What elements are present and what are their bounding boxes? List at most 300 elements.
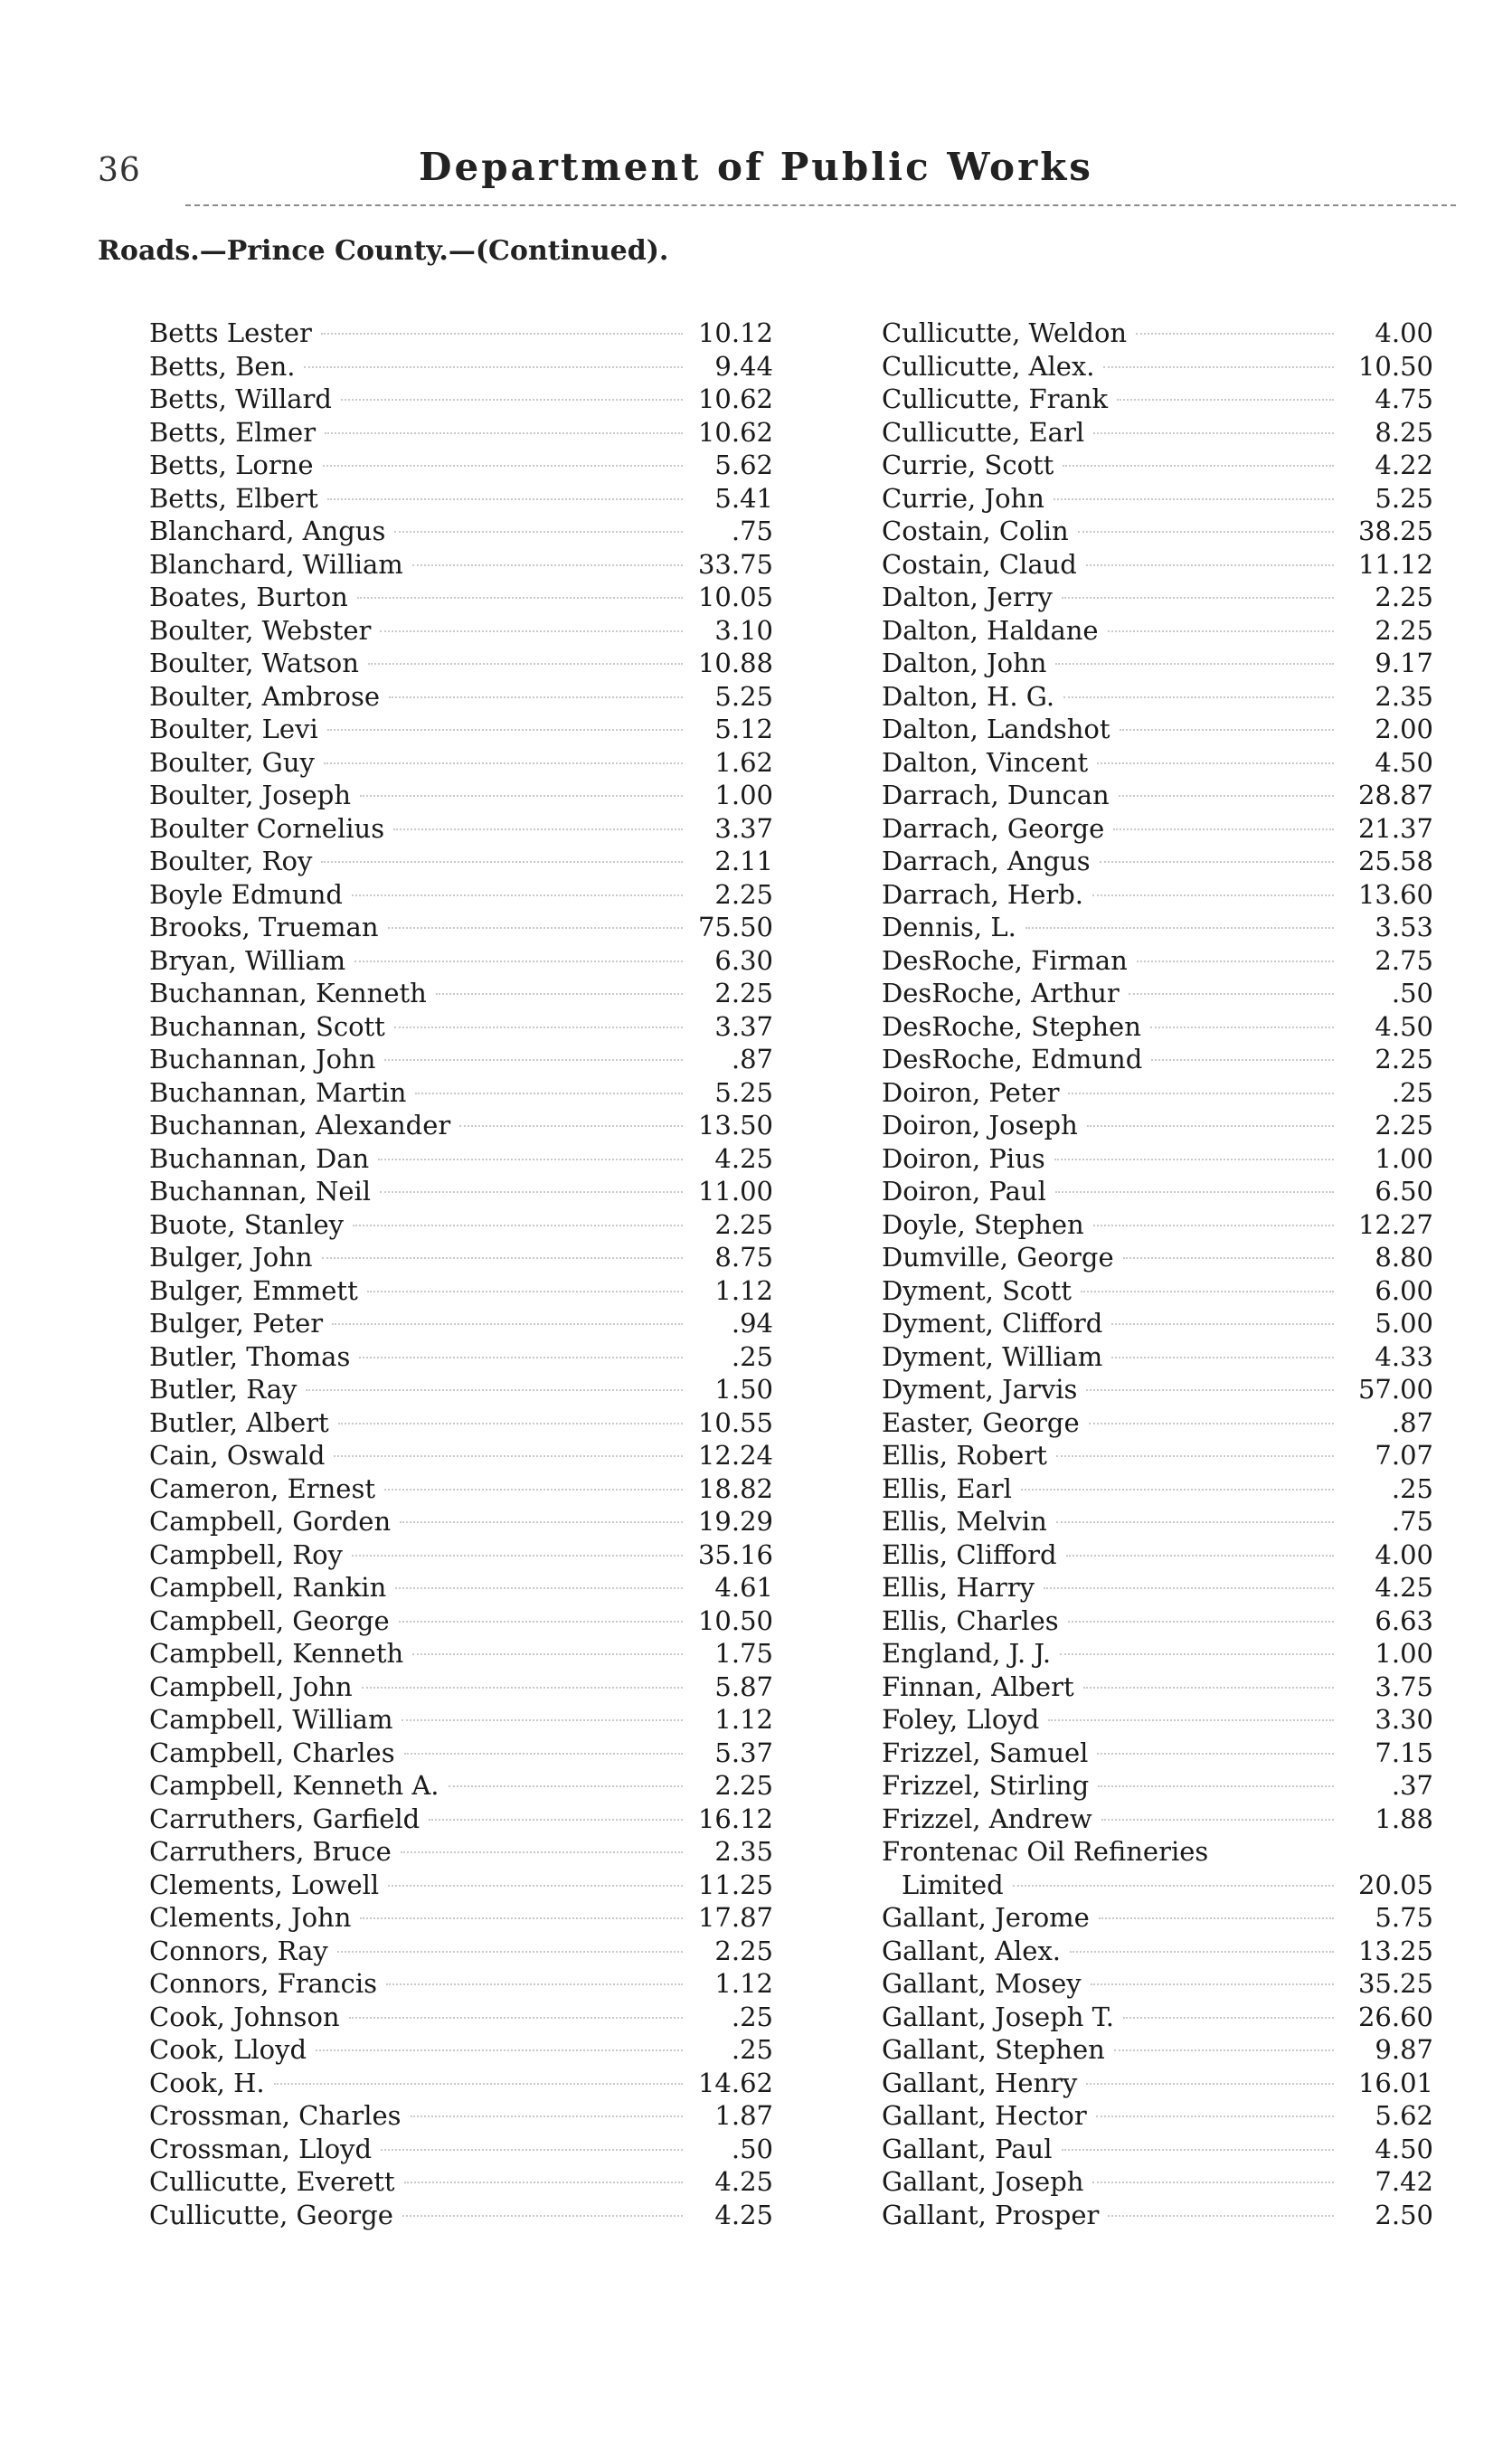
payee-name: Campbell, Charles xyxy=(149,1737,395,1768)
list-item xyxy=(882,812,1433,846)
list-item xyxy=(882,482,1433,516)
payee-name: Campbell, Gorden xyxy=(149,1506,392,1537)
amount: 10.88 xyxy=(697,648,773,678)
payee-name: Ellis, Charles xyxy=(882,1604,1059,1636)
dot-leader xyxy=(380,630,683,632)
amount: 7.07 xyxy=(1375,1440,1433,1471)
list-item xyxy=(149,1538,773,1572)
list-item xyxy=(882,614,1433,648)
amount: 1.75 xyxy=(714,1638,773,1669)
list-item xyxy=(149,548,773,582)
dot-leader xyxy=(1108,2215,1334,2217)
amount: .25 xyxy=(1391,1472,1433,1504)
dot-leader xyxy=(1054,498,1334,500)
payee-name: Darrach, Herb. xyxy=(882,878,1084,910)
list-item xyxy=(149,878,773,912)
amount: 21.37 xyxy=(1357,812,1433,844)
dot-leader xyxy=(393,828,683,830)
amount: 9.44 xyxy=(714,350,773,382)
amount: 35.25 xyxy=(1357,1968,1433,1999)
payee-name: Butler, Albert xyxy=(149,1406,329,1438)
dot-leader xyxy=(1063,696,1334,698)
dot-leader xyxy=(274,2083,683,2085)
amount: 16.12 xyxy=(697,1803,773,1834)
list-item xyxy=(149,1935,773,1968)
amount: .94 xyxy=(731,1308,773,1339)
list-item xyxy=(149,713,773,746)
amount: 13.50 xyxy=(697,1110,773,1141)
dot-leader xyxy=(1093,1225,1334,1226)
payee-name: Betts, Lorne xyxy=(149,450,314,480)
amount: 6.63 xyxy=(1375,1604,1433,1636)
payee-name: Campbell, Roy xyxy=(149,1538,343,1570)
payee-name: Campbell, John xyxy=(149,1671,353,1702)
list-item xyxy=(149,746,773,780)
amount: 2.00 xyxy=(1375,714,1433,744)
dot-leader xyxy=(1078,531,1334,533)
amount: 10.50 xyxy=(697,1604,773,1636)
dot-leader xyxy=(1093,432,1334,434)
list-item xyxy=(882,2165,1433,2199)
payee-name: Dyment, William xyxy=(882,1340,1103,1372)
list-item xyxy=(882,1439,1433,1472)
amount: 2.25 xyxy=(714,1935,773,1966)
dot-leader xyxy=(1150,1027,1334,1028)
list-item xyxy=(882,1505,1433,1538)
amount: 12.24 xyxy=(697,1440,773,1471)
amount: 4.00 xyxy=(1375,317,1433,348)
dot-leader xyxy=(1108,630,1334,632)
amount: 5.41 xyxy=(714,482,773,514)
dot-leader xyxy=(362,1687,683,1689)
list-item xyxy=(149,977,773,1010)
list-item xyxy=(149,944,773,978)
payee-name: Clements, John xyxy=(149,1902,352,1933)
dot-leader xyxy=(380,1191,683,1193)
payee-name: Darrach, George xyxy=(882,812,1105,844)
amount: 5.62 xyxy=(714,450,773,480)
dot-leader xyxy=(1086,1389,1334,1391)
amount: 1.88 xyxy=(1375,1803,1433,1834)
dot-leader xyxy=(384,1059,683,1061)
payee-name: Cullicutte, George xyxy=(149,2199,393,2230)
dot-leader xyxy=(341,399,683,401)
dot-leader xyxy=(411,2115,683,2117)
list-item xyxy=(149,1637,773,1671)
dot-leader xyxy=(324,762,683,764)
dot-leader xyxy=(1056,1521,1334,1523)
dot-leader xyxy=(1119,795,1334,797)
amount: 4.61 xyxy=(714,1572,773,1603)
amount: .37 xyxy=(1391,1770,1433,1801)
dot-leader xyxy=(449,1785,683,1787)
amount: 2.25 xyxy=(1375,582,1433,612)
amount: 7.15 xyxy=(1375,1737,1433,1768)
payee-name: DesRoche, Arthur xyxy=(882,978,1120,1008)
amount: .50 xyxy=(1391,978,1433,1008)
dot-leader xyxy=(1063,465,1334,467)
list-item xyxy=(149,911,773,944)
dot-leader xyxy=(1013,1885,1334,1887)
list-item xyxy=(882,1307,1433,1340)
dot-leader xyxy=(1086,2083,1334,2085)
list-item xyxy=(882,2067,1433,2100)
amount: 26.60 xyxy=(1357,2001,1433,2032)
amount: 11.25 xyxy=(697,1869,773,1900)
amount: 10.50 xyxy=(1357,350,1433,382)
payee-name: Currie, John xyxy=(882,482,1044,514)
payee-name: Dalton, H. G. xyxy=(882,680,1055,712)
dot-leader xyxy=(1111,1323,1334,1325)
amount: 10.12 xyxy=(697,317,773,348)
dot-leader xyxy=(1123,1257,1334,1259)
payee-name: Boulter, Webster xyxy=(149,614,372,646)
payee-name: Frizzel, Stirling xyxy=(882,1770,1090,1801)
payee-name: Carruthers, Bruce xyxy=(149,1836,392,1867)
payee-name: Dalton, Landshot xyxy=(882,714,1110,744)
dot-leader xyxy=(357,597,683,599)
amount: .25 xyxy=(731,2001,773,2032)
list-item xyxy=(882,680,1433,714)
dot-leader xyxy=(349,2017,683,2019)
amount: 4.50 xyxy=(1375,1010,1433,1042)
dot-leader xyxy=(304,366,683,368)
list-item xyxy=(882,1803,1433,1836)
dot-leader xyxy=(327,729,683,731)
amount: 4.25 xyxy=(1375,1572,1433,1603)
dot-leader xyxy=(1123,2017,1334,2019)
dot-leader xyxy=(1117,399,1334,401)
dot-leader xyxy=(1099,1917,1334,1919)
list-item xyxy=(882,1637,1433,1671)
payee-name: Bulger, Emmett xyxy=(149,1274,358,1306)
list-item xyxy=(882,1703,1433,1737)
payee-name: Buchannan, Alexander xyxy=(149,1110,451,1141)
dot-leader xyxy=(1100,861,1334,863)
dot-leader xyxy=(1089,1423,1334,1424)
payee-name: Gallant, Henry xyxy=(882,2067,1078,2098)
dot-leader xyxy=(1137,961,1334,962)
payee-name: Cameron, Ernest xyxy=(149,1472,375,1504)
dot-leader xyxy=(384,1489,683,1491)
payee-name: DesRoche, Firman xyxy=(882,944,1128,976)
list-item xyxy=(149,1769,773,1803)
amount: 1.87 xyxy=(714,2100,773,2131)
list-item xyxy=(149,2165,773,2199)
amount: 3.37 xyxy=(714,1010,773,1042)
amount: 2.50 xyxy=(1375,2199,1433,2230)
list-item xyxy=(882,1373,1433,1406)
amount: 14.62 xyxy=(697,2067,773,2098)
header-rule xyxy=(185,204,1456,206)
dot-leader xyxy=(325,432,683,434)
list-item xyxy=(882,1208,1433,1242)
dot-leader xyxy=(401,1851,683,1853)
list-item xyxy=(882,2033,1433,2067)
dot-leader xyxy=(1068,1621,1334,1623)
list-item xyxy=(882,1175,1433,1208)
dot-leader xyxy=(1066,1555,1334,1557)
dot-leader xyxy=(1062,2149,1334,2151)
payee-name: Ellis, Harry xyxy=(882,1572,1035,1603)
payee-name: Boulter, Watson xyxy=(149,648,359,678)
list-item xyxy=(149,1043,773,1076)
amount: 1.62 xyxy=(714,746,773,778)
list-item xyxy=(882,449,1433,482)
payee-name: Buchannan, John xyxy=(149,1044,376,1074)
payee-name: Gallant, Stephen xyxy=(882,2034,1105,2065)
list-item xyxy=(882,977,1433,1010)
amount: 5.00 xyxy=(1375,1308,1433,1339)
amount: 17.87 xyxy=(697,1902,773,1933)
amount: 5.12 xyxy=(714,714,773,744)
list-item xyxy=(882,779,1433,812)
amount: 12.27 xyxy=(1357,1208,1433,1240)
amount: .75 xyxy=(1391,1506,1433,1537)
list-item xyxy=(149,779,773,812)
list-item xyxy=(149,2099,773,2133)
payee-name: Bulger, John xyxy=(149,1242,313,1273)
list-item xyxy=(149,1835,773,1869)
dot-leader xyxy=(1083,1687,1334,1689)
list-item xyxy=(149,482,773,516)
amount: 28.87 xyxy=(1357,780,1433,810)
dot-leader xyxy=(394,1027,683,1028)
amount: 2.25 xyxy=(1375,1110,1433,1141)
list-item xyxy=(882,1901,1433,1935)
list-item xyxy=(149,1076,773,1110)
dot-leader xyxy=(1081,1291,1334,1292)
page-title: Department of Public Works xyxy=(419,145,1093,189)
payee-name: Gallant, Paul xyxy=(882,2133,1053,2164)
dot-leader xyxy=(1056,1455,1334,1457)
list-item xyxy=(882,1340,1433,1374)
amount: .25 xyxy=(731,2034,773,2065)
payee-name: DesRoche, Stephen xyxy=(882,1010,1141,1042)
dot-leader xyxy=(367,1291,683,1292)
amount: 75.50 xyxy=(697,912,773,942)
dot-leader xyxy=(429,1819,683,1821)
amount: 19.29 xyxy=(697,1506,773,1537)
amount: 1.00 xyxy=(714,780,773,810)
amount: 5.25 xyxy=(1375,482,1433,514)
list-item xyxy=(149,1869,773,1902)
dot-leader xyxy=(402,2215,683,2217)
amount: 10.62 xyxy=(697,416,773,448)
dot-leader xyxy=(332,1323,683,1325)
payee-name: Buchannan, Scott xyxy=(149,1010,385,1042)
list-item xyxy=(149,1439,773,1472)
list-item xyxy=(882,1109,1433,1142)
payee-name: Darrach, Duncan xyxy=(882,780,1110,810)
payee-name: Ellis, Melvin xyxy=(882,1506,1047,1537)
payee-name: Carruthers, Garfield xyxy=(149,1803,421,1834)
amount: 57.00 xyxy=(1357,1374,1433,1405)
payee-name: Campbell, Rankin xyxy=(149,1572,387,1603)
payee-name: Boyle Edmund xyxy=(149,878,343,910)
dot-leader xyxy=(1062,597,1334,599)
payee-name: Bulger, Peter xyxy=(149,1308,324,1339)
list-item xyxy=(149,1671,773,1704)
amount: 20.05 xyxy=(1357,1869,1433,1900)
payee-name: Boulter, Levi xyxy=(149,714,318,744)
amount: 4.50 xyxy=(1375,2133,1433,2164)
dot-leader xyxy=(306,1389,683,1391)
payee-name: Doiron, Pius xyxy=(882,1142,1045,1174)
list-item xyxy=(149,350,773,383)
list-item xyxy=(149,1604,773,1638)
amount: 5.25 xyxy=(714,1076,773,1108)
amount: 1.50 xyxy=(714,1374,773,1405)
dot-leader xyxy=(1101,1819,1334,1821)
dot-leader xyxy=(386,1983,683,1985)
payee-name: Dennis, L. xyxy=(882,912,1016,942)
list-item xyxy=(149,2001,773,2034)
dot-leader xyxy=(1087,1125,1334,1127)
dot-leader xyxy=(1113,828,1334,830)
amount: .75 xyxy=(731,516,773,546)
dot-leader xyxy=(359,1357,683,1358)
page-number: 36 xyxy=(98,152,141,189)
list-item xyxy=(149,2133,773,2166)
dot-leader xyxy=(1114,2049,1334,2051)
amount: 4.22 xyxy=(1375,450,1433,480)
amount: 4.25 xyxy=(714,2166,773,2197)
list-item xyxy=(149,1803,773,1836)
amount: 9.87 xyxy=(1375,2034,1433,2065)
payee-name: Cain, Oswald xyxy=(149,1440,326,1471)
amount: 1.00 xyxy=(1375,1638,1433,1669)
dot-leader xyxy=(412,1653,683,1655)
dot-leader xyxy=(1021,1489,1334,1491)
list-item xyxy=(882,1241,1433,1274)
payee-name: Dalton, Vincent xyxy=(882,746,1089,778)
payee-name: Costain, Claud xyxy=(882,548,1077,580)
payee-name: Dumville, George xyxy=(882,1242,1114,1273)
list-item xyxy=(882,713,1433,746)
amount: .50 xyxy=(731,2133,773,2164)
payee-name: Cook, Johnson xyxy=(149,2001,340,2032)
amount: 13.60 xyxy=(1357,878,1433,910)
dot-leader xyxy=(323,465,683,467)
dot-leader xyxy=(378,1159,683,1160)
payee-name: Butler, Ray xyxy=(149,1374,298,1405)
section-heading: Roads.—Prince County.—(Continued). xyxy=(98,235,669,267)
amount: .87 xyxy=(1391,1406,1433,1438)
amount: 11.12 xyxy=(1357,548,1433,580)
list-item xyxy=(882,1043,1433,1076)
payee-name: Currie, Scott xyxy=(882,450,1054,480)
list-item xyxy=(149,383,773,416)
amount: 1.12 xyxy=(714,1968,773,1999)
payee-name: Darrach, Angus xyxy=(882,846,1091,876)
list-item xyxy=(149,515,773,548)
payee-name: Dalton, Jerry xyxy=(882,582,1053,612)
payee-name: Betts Lester xyxy=(149,317,312,348)
payee-name: Ellis, Robert xyxy=(882,1440,1047,1471)
list-item xyxy=(149,1340,773,1374)
payee-name: Doyle, Stephen xyxy=(882,1208,1084,1240)
right-column-list xyxy=(882,317,1433,2231)
dot-leader xyxy=(360,1917,683,1919)
dot-leader xyxy=(459,1125,683,1127)
amount: 4.50 xyxy=(1375,746,1433,778)
amount: .25 xyxy=(731,1340,773,1372)
list-item xyxy=(149,1472,773,1506)
list-item xyxy=(149,647,773,680)
amount: 2.35 xyxy=(714,1836,773,1867)
dot-leader xyxy=(352,1555,683,1557)
dot-leader xyxy=(334,1455,683,1457)
payee-name: Campbell, George xyxy=(149,1604,390,1636)
list-item xyxy=(149,1010,773,1044)
payee-name: Crossman, Charles xyxy=(149,2100,402,2131)
list-item xyxy=(149,614,773,648)
payee-name: Connors, Ray xyxy=(149,1935,328,1966)
dot-leader xyxy=(389,696,683,698)
amount: 10.62 xyxy=(697,383,773,414)
payee-name: Cook, H. xyxy=(149,2067,265,2098)
dot-leader xyxy=(352,894,683,896)
amount: 10.05 xyxy=(697,582,773,612)
dot-leader xyxy=(1044,1587,1334,1589)
list-item xyxy=(149,1373,773,1406)
list-item xyxy=(882,2099,1433,2133)
dot-leader xyxy=(1111,1357,1334,1358)
list-item xyxy=(882,2199,1433,2232)
dot-leader xyxy=(395,1587,683,1589)
amount: 25.58 xyxy=(1357,846,1433,876)
payee-name: Frizzel, Andrew xyxy=(882,1803,1092,1834)
amount: 1.00 xyxy=(1375,1142,1433,1174)
dot-leader xyxy=(1092,2182,1334,2183)
dot-leader xyxy=(1025,927,1334,929)
list-item xyxy=(149,1175,773,1208)
list-item xyxy=(149,1241,773,1274)
list-item xyxy=(149,1737,773,1770)
amount: 7.42 xyxy=(1375,2166,1433,2197)
payee-name: Clements, Lowell xyxy=(149,1869,380,1900)
dot-leader xyxy=(360,795,683,797)
amount: 8.75 xyxy=(714,1242,773,1273)
dot-leader xyxy=(1129,993,1334,995)
dot-leader xyxy=(402,1719,683,1721)
list-item xyxy=(149,2033,773,2067)
amount: 4.75 xyxy=(1375,383,1433,414)
dot-leader xyxy=(381,2149,683,2151)
list-item xyxy=(882,1010,1433,1044)
amount: 5.75 xyxy=(1375,1902,1433,1933)
payee-name: Campbell, Kenneth A. xyxy=(149,1770,439,1801)
list-item xyxy=(882,1472,1433,1506)
payee-name: Limited xyxy=(902,1869,1004,1900)
list-item xyxy=(882,1769,1433,1803)
amount: 35.16 xyxy=(697,1538,773,1570)
payee-name: Cullicutte, Frank xyxy=(882,383,1109,414)
amount: 3.53 xyxy=(1375,912,1433,942)
dot-leader xyxy=(399,1621,683,1623)
left-column-list xyxy=(149,317,773,2231)
amount: 4.00 xyxy=(1375,1538,1433,1570)
payee-name: Boulter, Guy xyxy=(149,746,315,778)
payee-name: Buchannan, Neil xyxy=(149,1176,372,1207)
dot-leader xyxy=(322,1257,683,1259)
list-item xyxy=(149,416,773,450)
list-item xyxy=(882,1869,1433,1902)
list-item xyxy=(882,647,1433,680)
payee-name: Blanchard, William xyxy=(149,548,403,580)
amount: 13.25 xyxy=(1357,1935,1433,1966)
